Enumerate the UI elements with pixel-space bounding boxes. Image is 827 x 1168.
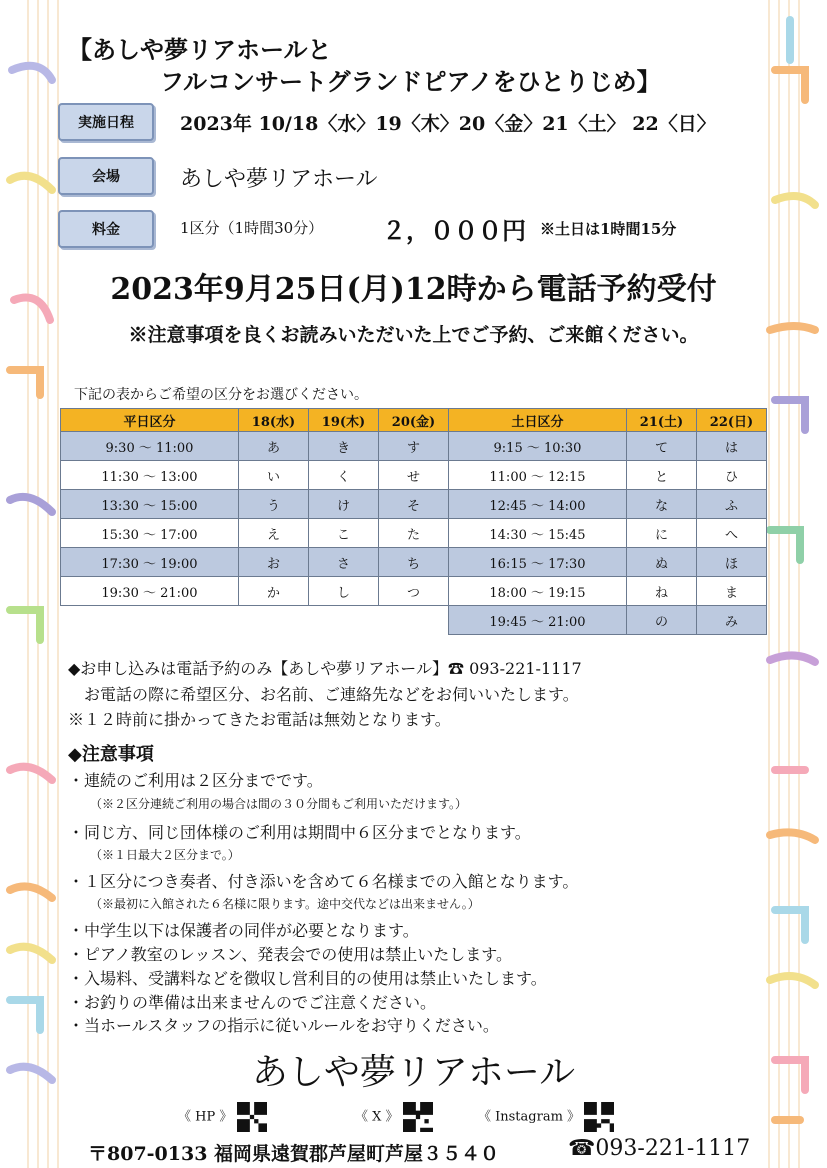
slot-code-cell: ね <box>627 577 697 606</box>
tag-venue: 会場 <box>58 157 154 195</box>
hp-link-text[interactable]: 《 HP 》 <box>178 1109 233 1125</box>
time-slot-cell: 14:30 ～ 15:45 <box>449 519 627 548</box>
table-row <box>61 548 767 577</box>
slot-code-cell: し <box>309 577 379 606</box>
slot-code-cell: と <box>627 461 697 490</box>
slot-code-cell: せ <box>379 461 449 490</box>
note-item: ・当ホールスタッフの指示に従いルールをお守りください。 <box>68 1016 499 1035</box>
header-weekend-slot: 土日区分 <box>449 409 627 432</box>
slot-code-cell: ち <box>379 548 449 577</box>
notes-heading: ◆注意事項 <box>68 744 154 765</box>
x-link-text[interactable]: 《 X 》 <box>355 1109 399 1125</box>
schedule-table <box>60 408 767 635</box>
schedule-value: 2023年 10/18〈水〉19〈木〉20〈金〉21〈土〉 22〈日〉 <box>180 113 716 135</box>
slot-code-cell: さ <box>309 548 379 577</box>
apply-line-1: ◆お申し込みは電話予約のみ【あしや夢リアホール】☎ 093-221-1117 <box>68 659 582 678</box>
time-slot-cell: 18:00 ～ 19:15 <box>449 577 627 606</box>
venue-value: あしや夢リアホール <box>180 167 378 192</box>
slot-code-cell: こ <box>309 519 379 548</box>
time-slot-cell: 19:30 ～ 21:00 <box>61 577 239 606</box>
caution-line: ※注意事項を良くお読みいただいた上でご予約、ご来館ください。 <box>128 324 699 346</box>
slot-code-cell: た <box>379 519 449 548</box>
slot-code-cell: つ <box>379 577 449 606</box>
apply-line-3: ※１２時前に掛かってきたお電話は無効となります。 <box>68 710 451 729</box>
slot-code-cell: に <box>627 519 697 548</box>
slot-code-cell: え <box>239 519 309 548</box>
time-slot-cell: 9:30 ～ 11:00 <box>61 432 239 461</box>
hp-label <box>178 1102 267 1132</box>
note-subitem: （※１日最大２区分まで。） <box>90 848 240 862</box>
fee-unit: 1区分（1時間30分） <box>180 219 324 237</box>
note-item: ・中学生以下は保護者の同伴が必要となります。 <box>68 921 419 940</box>
slot-code-cell: へ <box>697 519 767 548</box>
table-row <box>61 461 767 490</box>
qr-code-icon[interactable] <box>584 1102 614 1132</box>
table-row <box>61 490 767 519</box>
slot-code-cell: み <box>697 606 767 635</box>
header-day: 21(土) <box>627 409 697 432</box>
slot-code-cell: て <box>627 432 697 461</box>
qr-code-icon[interactable] <box>403 1102 433 1132</box>
reservation-headline: 2023年9月25日(月)12時から電話予約受付 <box>110 272 717 307</box>
slot-code-cell: い <box>239 461 309 490</box>
tag-schedule: 実施日程 <box>58 103 154 141</box>
table-header-row <box>61 409 767 432</box>
time-slot-cell <box>61 606 239 635</box>
note-item: ・ピアノ教室のレッスン、発表会での使用は禁止いたします。 <box>68 945 513 964</box>
instagram-link-text[interactable]: 《 Instagram 》 <box>478 1109 581 1125</box>
time-slot-cell: 9:15 ～ 10:30 <box>449 432 627 461</box>
slot-code-cell: ほ <box>697 548 767 577</box>
slot-code-cell: の <box>627 606 697 635</box>
qr-code-icon[interactable] <box>237 1102 267 1132</box>
note-subitem: （※最初に入館された６名様に限ります。途中交代などは出来ません。） <box>90 897 480 911</box>
note-item: ・お釣りの準備は出来ませんのでご注意ください。 <box>68 993 437 1012</box>
slot-code-cell: か <box>239 577 309 606</box>
table-row <box>61 577 767 606</box>
x-label <box>355 1102 433 1132</box>
time-slot-cell: 11:30 ～ 13:00 <box>61 461 239 490</box>
slot-code-cell: け <box>309 490 379 519</box>
apply-line-2: お電話の際に希望区分、お名前、ご連絡先などをお伺いいたします。 <box>68 685 579 704</box>
hall-logo: あしや夢リアホール <box>251 1052 576 1093</box>
note-item: ・入場料、受講料などを徴収し営利目的の使用は禁止いたします。 <box>68 969 547 988</box>
time-slot-cell: 11:00 ～ 12:15 <box>449 461 627 490</box>
slot-code-cell: ひ <box>697 461 767 490</box>
slot-code-cell: う <box>239 490 309 519</box>
slot-code-cell: ふ <box>697 490 767 519</box>
header-day: 22(日) <box>697 409 767 432</box>
slot-code-cell: お <box>239 548 309 577</box>
note-item: ・連続のご利用は２区分までです。 <box>68 771 323 790</box>
slot-code-cell: く <box>309 461 379 490</box>
slot-code-cell: ぬ <box>627 548 697 577</box>
time-slot-cell: 16:15 ～ 17:30 <box>449 548 627 577</box>
header-weekday-slot: 平日区分 <box>61 409 239 432</box>
slot-code-cell: き <box>309 432 379 461</box>
note-item: ・同じ方、同じ団体様のご利用は期間中６区分までとなります。 <box>68 823 531 842</box>
note-item: ・１区分につき奏者、付き添いを含めて６名様までの入館となります。 <box>68 872 579 891</box>
slot-code-cell: ま <box>697 577 767 606</box>
slot-code-cell: な <box>627 490 697 519</box>
footer-phone: ☎093-221-1117 <box>568 1136 751 1161</box>
slot-code-cell: そ <box>379 490 449 519</box>
header-day: 19(木) <box>309 409 379 432</box>
table-row <box>61 432 767 461</box>
time-slot-cell: 15:30 ～ 17:00 <box>61 519 239 548</box>
slot-code-cell <box>309 606 379 635</box>
title-line-2: フルコンサートグランドピアノをひとりじめ】 <box>160 67 661 96</box>
time-slot-cell: 12:45 ～ 14:00 <box>449 490 627 519</box>
table-row <box>61 606 767 635</box>
address: 〒807-0133 福岡県遠賀郡芦屋町芦屋３５４０ <box>88 1143 500 1165</box>
slot-code-cell: あ <box>239 432 309 461</box>
fee-note: ※土日は1時間15分 <box>540 220 677 238</box>
slot-code-cell: は <box>697 432 767 461</box>
table-intro: 下記の表からご希望の区分をお選びください。 <box>74 387 368 403</box>
note-subitem: （※２区分連続ご利用の場合は間の３０分間もご利用いただけます。） <box>90 797 468 811</box>
table-row <box>61 519 767 548</box>
tag-fee: 料金 <box>58 210 154 248</box>
header-day: 20(金) <box>379 409 449 432</box>
time-slot-cell: 13:30 ～ 15:00 <box>61 490 239 519</box>
fee-price: ２，０００円 <box>382 216 526 245</box>
instagram-label <box>478 1102 614 1132</box>
header-day: 18(水) <box>239 409 309 432</box>
slot-code-cell <box>239 606 309 635</box>
title-line-1: 【あしや夢リアホールと <box>68 35 332 64</box>
time-slot-cell: 19:45 ～ 21:00 <box>449 606 627 635</box>
slot-code-cell <box>379 606 449 635</box>
time-slot-cell: 17:30 ～ 19:00 <box>61 548 239 577</box>
slot-code-cell: す <box>379 432 449 461</box>
